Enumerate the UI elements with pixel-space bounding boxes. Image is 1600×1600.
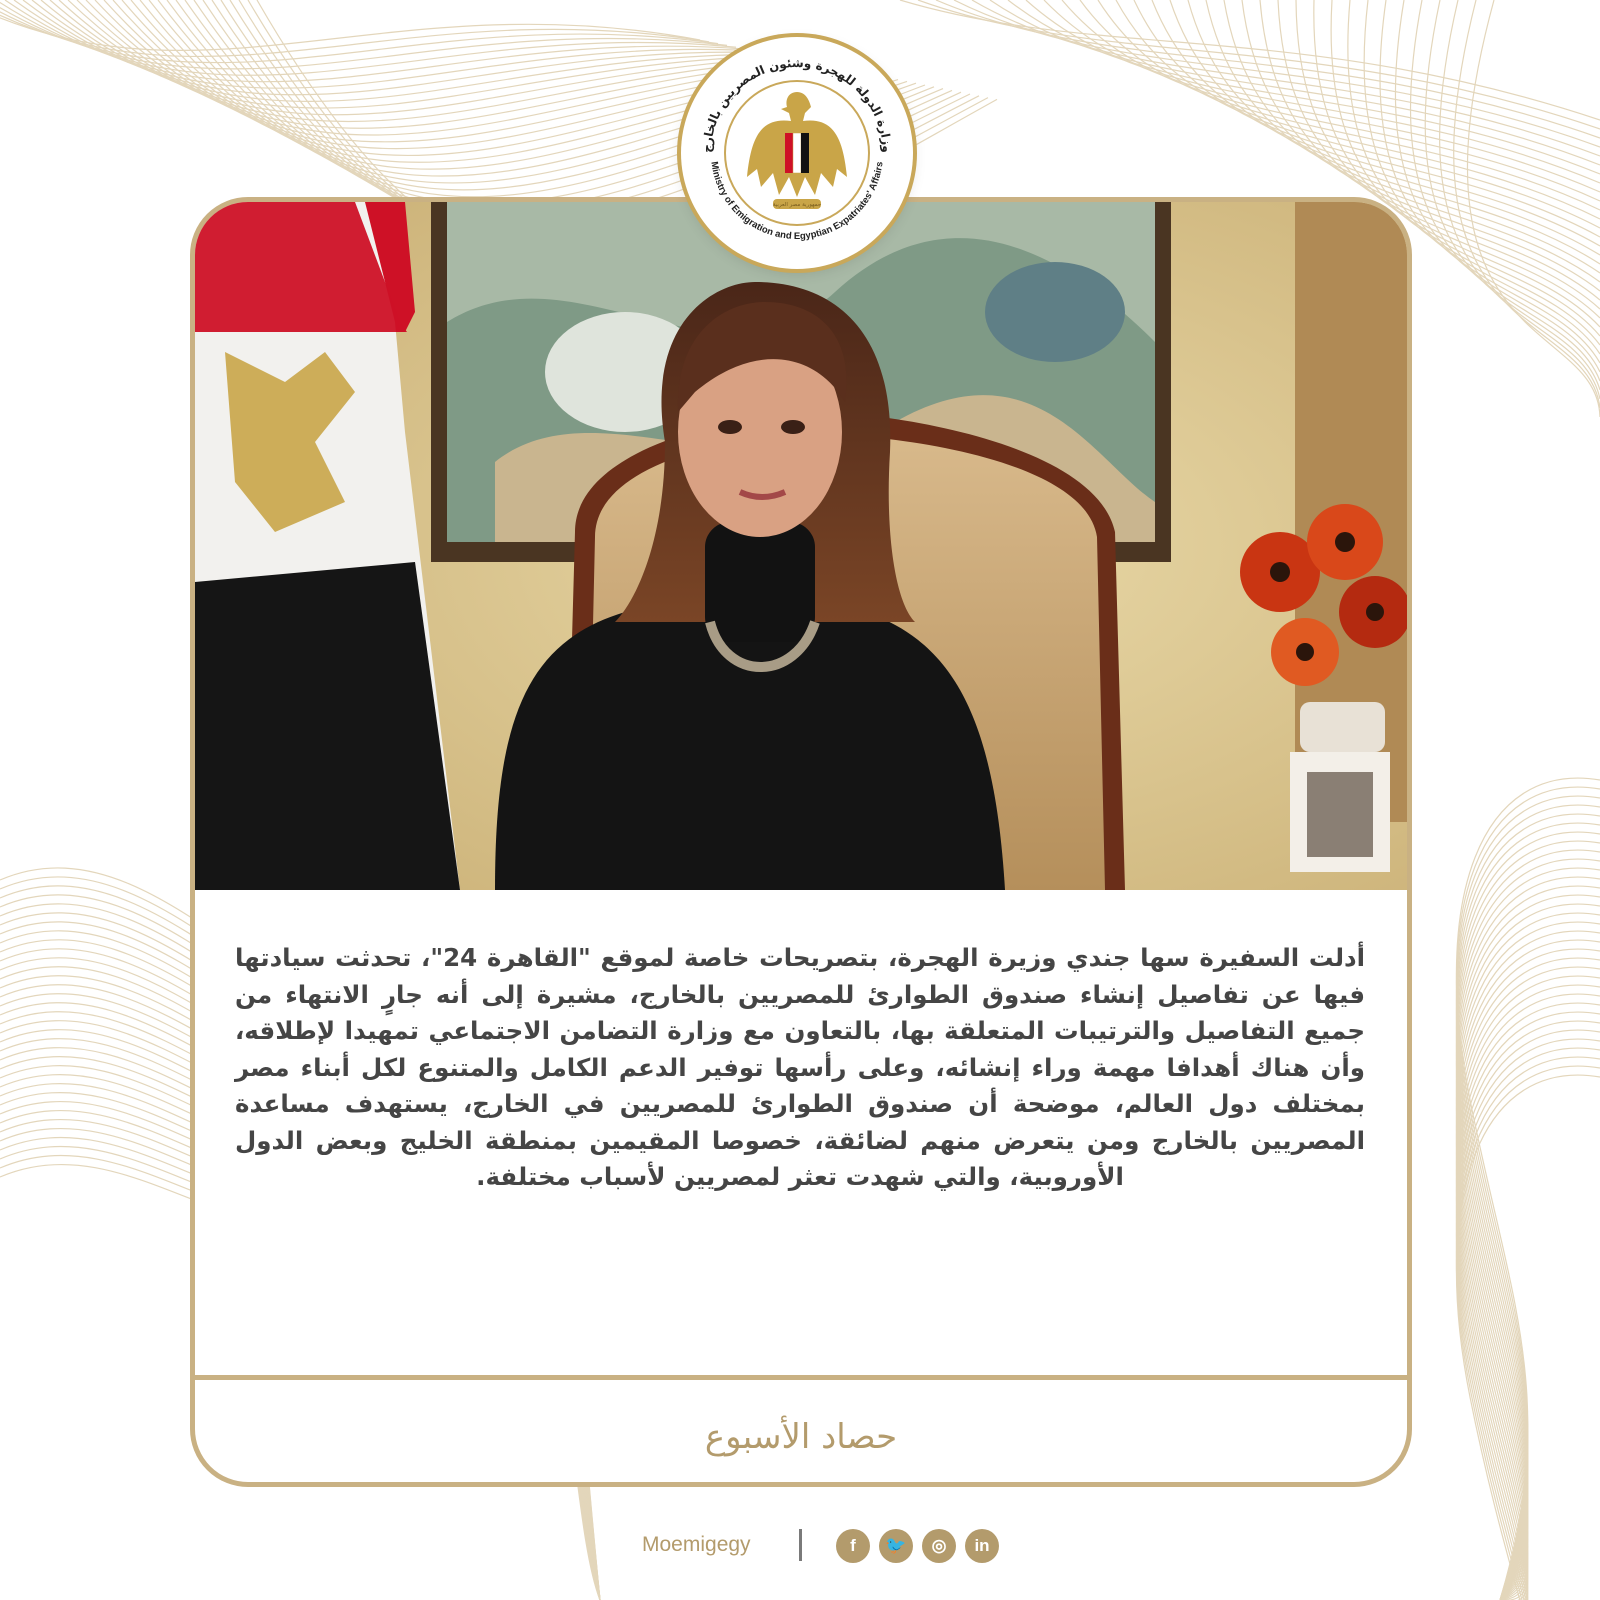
ministry-name-ar: وزارة الدولة للهجرة وشئون المصريين بالخارج [699, 55, 895, 154]
post-card [190, 197, 1412, 1487]
section-title: حصاد الأسبوع [704, 1417, 898, 1457]
post-body-text: أدلت السفيرة سها جندي وزيرة الهجرة، بتصريحات خاصة لموقع "القاهرة 24"، تحدثت سيادتها فيها عن تفاصيل إنشاء صندوق الطوارئ للمصريين بالخارج، مشيرة إلى أنه جارٍ الانتهاء من جميع التفاصيل والترتيبات المتعلقة بها، بالتعاون مع وزارة التضامن الاجتماعي تمهيدا لإطلاقه، وأن هناك أهدافا مهمة وراء إنشائه، وعلى رأسها توفير الدعم الكامل والمتنوع لكل أبناء مصر بمختلف دول العالم، موضحة أن صندوق الطوارئ للمصريين في الخارج، يستهدف مساعدة المصريين بالخارج ومن يتعرض منهم لضائقة، خصوصا المقيمين بمنطقة الخليج وبعض الدول الأوروبية، والتي شهدت تعثر لمصريين لأسباب مختلفة. [235, 943, 1365, 1191]
facebook-icon[interactable]: f [836, 1529, 870, 1563]
footer-bar [0, 1515, 1600, 1575]
card-divider [195, 1375, 1407, 1380]
ministry-logo [681, 37, 913, 269]
instagram-icon[interactable]: ◎ [922, 1529, 956, 1563]
minister-photo [195, 202, 1407, 890]
social-handle[interactable]: Moemigegy [642, 1533, 751, 1556]
eagle-icon [747, 92, 847, 209]
linkedin-icon[interactable]: in [965, 1529, 999, 1563]
twitter-icon[interactable]: 🐦 [879, 1529, 913, 1563]
footer-separator [799, 1529, 802, 1561]
emblem-scroll-text: جمهورية مصر العربية [772, 202, 822, 208]
caption-area [195, 890, 1407, 1375]
ministry-name-en: Ministry of Emigration and Egyptian Expatriates' Affairs [708, 160, 886, 243]
